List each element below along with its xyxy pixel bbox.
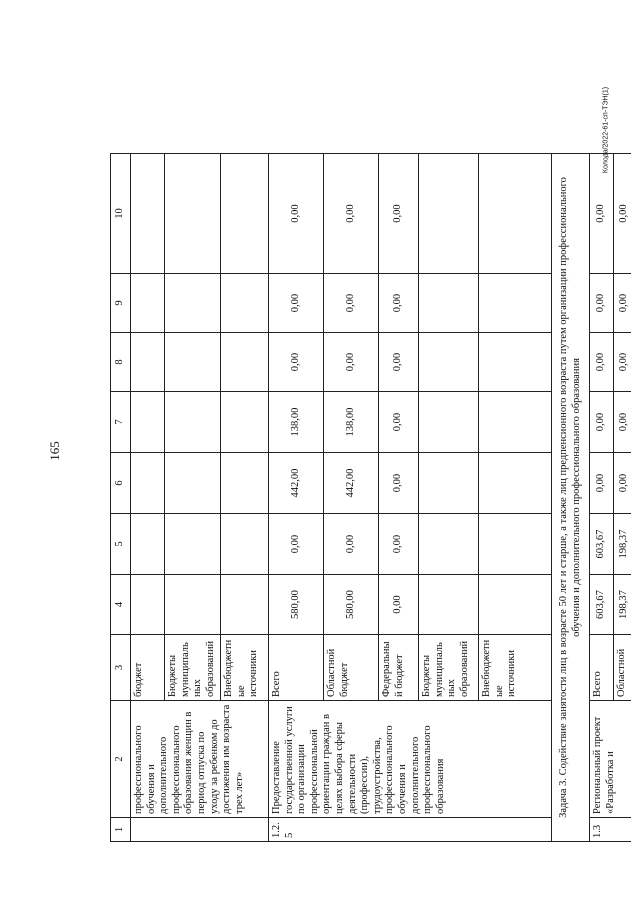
page-number: 165 — [47, 441, 62, 461]
header-cell: 10 — [111, 154, 131, 274]
header-cell: 7 — [111, 392, 131, 453]
amount-cell — [419, 392, 479, 453]
funding-source-cell: Всего — [269, 635, 324, 701]
amount-cell — [165, 392, 221, 453]
table-row — [590, 154, 614, 842]
amount-cell — [479, 274, 552, 333]
table-header-row — [111, 154, 131, 842]
header-cell: 5 — [111, 514, 131, 575]
amount-cell — [479, 154, 552, 274]
amount-cell — [221, 392, 269, 453]
table-row — [131, 154, 165, 842]
amount-cell: 0,00 — [614, 453, 631, 514]
amount-cell: 603,67 — [590, 514, 614, 575]
amount-cell: 0,00 — [590, 154, 614, 274]
amount-cell — [131, 453, 165, 514]
amount-cell — [419, 575, 479, 635]
amount-cell — [221, 274, 269, 333]
header-cell: 6 — [111, 453, 131, 514]
funding-source-cell: Бюджеты муниципальных образований — [419, 635, 479, 701]
amount-cell: 442,00 — [269, 453, 324, 514]
header-cell: 2 — [111, 701, 131, 818]
amount-cell — [165, 575, 221, 635]
amount-cell: 603,67 — [590, 575, 614, 635]
amount-cell: 0,00 — [614, 274, 631, 333]
funding-source-cell: Внебюджетные источники — [479, 635, 552, 701]
amount-cell: 0,00 — [614, 392, 631, 453]
amount-cell: 0,00 — [614, 333, 631, 392]
table-row — [269, 154, 324, 842]
amount-cell: 0,00 — [324, 154, 379, 274]
amount-cell: 0,00 — [324, 274, 379, 333]
amount-cell — [419, 333, 479, 392]
amount-cell: 0,00 — [614, 154, 631, 274]
amount-cell: 0,00 — [269, 514, 324, 575]
amount-cell — [165, 453, 221, 514]
amount-cell: 0,00 — [269, 274, 324, 333]
funding-source-cell: Федеральный бюджет — [379, 635, 419, 701]
rotated-table-container — [110, 154, 630, 842]
amount-cell — [479, 575, 552, 635]
funding-source-cell: бюджет — [131, 635, 165, 701]
amount-cell — [165, 154, 221, 274]
amount-cell — [221, 514, 269, 575]
amount-cell: 580,00 — [269, 575, 324, 635]
amount-cell: 0,00 — [379, 453, 419, 514]
row-number-cell: 1.2.5 — [269, 818, 552, 842]
amount-cell: 0,00 — [269, 154, 324, 274]
amount-cell: 138,00 — [324, 392, 379, 453]
header-cell: 9 — [111, 274, 131, 333]
activity-name-cell: Предоставление государственной услуги по организации профессиональной ориентации граждан в целях выбора сферы деятельности (профессии), трудоустройства, профессионального обучения и дополнительного профессионального образования — [269, 701, 552, 818]
amount-cell: 0,00 — [324, 514, 379, 575]
amount-cell — [479, 392, 552, 453]
funding-source-cell: Областной — [614, 635, 631, 701]
amount-cell — [419, 514, 479, 575]
amount-cell: 198,37 — [614, 575, 631, 635]
amount-cell — [221, 575, 269, 635]
amount-cell — [419, 453, 479, 514]
task-row — [552, 154, 590, 842]
row-number-cell — [131, 818, 269, 842]
amount-cell: 0,00 — [269, 333, 324, 392]
amount-cell — [419, 274, 479, 333]
document-stamp: Колода/2022-61-сп-ТЭН(1) — [602, 86, 610, 174]
header-cell: 1 — [111, 818, 131, 842]
amount-cell — [131, 333, 165, 392]
amount-cell — [131, 154, 165, 274]
amount-cell: 0,00 — [379, 154, 419, 274]
row-number-cell: 1.3 — [590, 818, 631, 842]
amount-cell — [479, 514, 552, 575]
amount-cell — [131, 575, 165, 635]
amount-cell: 0,00 — [379, 274, 419, 333]
funding-source-cell: Внебюджетные источники — [221, 635, 269, 701]
amount-cell: 0,00 — [324, 333, 379, 392]
activity-name-cell: профессионального обучения и дополнительного профессионального образования женщин в период отпуска по уходу за ребенком до достижения им возраста трех лет» — [131, 701, 269, 818]
amount-cell: 580,00 — [324, 575, 379, 635]
activity-name-cell: Региональный проект «Разработка и — [590, 701, 631, 818]
amount-cell: 0,00 — [379, 333, 419, 392]
amount-cell: 0,00 — [590, 392, 614, 453]
amount-cell — [221, 333, 269, 392]
amount-cell — [131, 392, 165, 453]
amount-cell — [165, 514, 221, 575]
funding-source-cell: Областной бюджет — [324, 635, 379, 701]
amount-cell: 0,00 — [590, 453, 614, 514]
amount-cell: 0,00 — [379, 392, 419, 453]
amount-cell: 0,00 — [379, 575, 419, 635]
amount-cell — [131, 274, 165, 333]
amount-cell: 0,00 — [590, 274, 614, 333]
header-cell: 4 — [111, 575, 131, 635]
amount-cell — [419, 154, 479, 274]
amount-cell — [221, 453, 269, 514]
amount-cell — [221, 154, 269, 274]
funding-source-cell: Всего — [590, 635, 614, 701]
amount-cell — [479, 453, 552, 514]
amount-cell — [165, 333, 221, 392]
amount-cell: 198,37 — [614, 514, 631, 575]
amount-cell: 138,00 — [269, 392, 324, 453]
header-cell: 3 — [111, 635, 131, 701]
amount-cell: 0,00 — [379, 514, 419, 575]
task-heading: Задача 3. Содействие занятости лиц в возрасте 50 лет и старше, а также лиц предпенсионного возраста путем организации профессионального обучения и дополнительного профессионального образования — [552, 154, 590, 842]
funding-source-cell: Бюджеты муниципальных образований — [165, 635, 221, 701]
amount-cell — [479, 333, 552, 392]
budget-table — [110, 153, 631, 842]
header-cell: 8 — [111, 333, 131, 392]
amount-cell — [131, 514, 165, 575]
amount-cell — [165, 274, 221, 333]
amount-cell: 0,00 — [590, 333, 614, 392]
amount-cell: 442,00 — [324, 453, 379, 514]
